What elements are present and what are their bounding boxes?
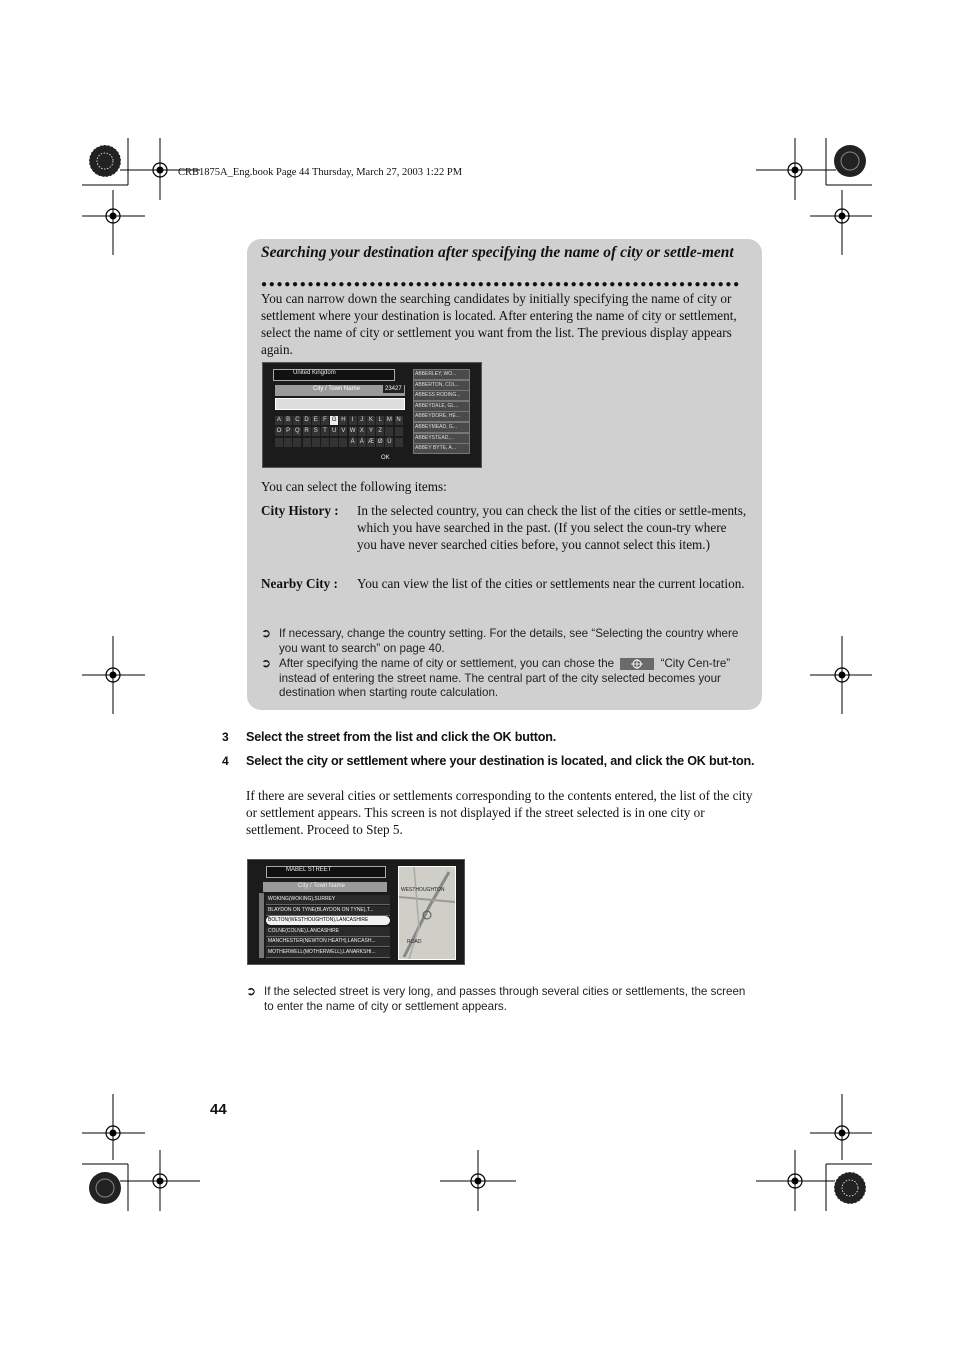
keyboard-key: J (358, 416, 366, 425)
keyboard-key: X (359, 428, 364, 434)
keyboard-key: Q (295, 428, 300, 434)
keyboard-key: F (321, 416, 329, 425)
note-city-centre-after: “City Cen-tre” instead of entering the street name. The central part of the city selected becomes your destination when starting route calculation. (279, 657, 731, 699)
keyboard-key: U (332, 428, 337, 434)
step-4-body: If there are several cities or settlements corresponding to the contents entered, the list of the city or settlement appears. This screen is not displayed if the street selected is in one city or settlement. Proceed to Step 5. (246, 788, 753, 837)
city-field-label: City / Town Name (313, 386, 360, 392)
keyboard-key (395, 438, 403, 447)
step-4-text: Select the city or settlement where your destination is located, and click the OK but-ton. (246, 754, 755, 768)
keyboard-key: Ä (350, 439, 355, 445)
keyboard-key: R (304, 428, 309, 434)
city-history-desc: In the selected country, you can check the list of the cities or settle-ments, which you have searched in the past. (If you select the coun-try where you have never searched cities before, you cannot select this item.) (357, 503, 747, 552)
keyboard-key (330, 438, 338, 447)
list-item: ABBEYDALE, GL... (413, 401, 470, 412)
list-item: BLAYDON ON TYNE(BLAYDON ON TYNE),T... (266, 906, 390, 916)
keyboard-key: Ü (387, 439, 392, 445)
step-3-text: Select the street from the list and click the OK button. (246, 730, 556, 744)
list-item: ABBEYDORE, HE... (413, 411, 470, 422)
keyboard-key (284, 438, 292, 447)
map-preview (398, 866, 456, 960)
city-history-term: City History : (261, 503, 339, 518)
ok-key: OK (381, 455, 390, 461)
keyboard-key: K (368, 417, 373, 423)
note-city-centre (279, 657, 753, 701)
city-list-screenshot (247, 859, 465, 965)
keyboard (275, 416, 405, 452)
keyboard-key: V (341, 428, 346, 434)
keyboard-key (385, 427, 393, 436)
intro-text: You can narrow down the searching candidates by initially specifying the name of city or settlement where your destination is located. After entering the name of city or settlement, select the name of city or settlement you want from the list. The previous display appears again. (261, 291, 737, 357)
page-number: 44 (210, 1101, 227, 1118)
keyboard-key: B (286, 417, 291, 423)
keyboard-key: P (286, 428, 291, 434)
keyboard-key (275, 438, 283, 447)
list-item: COLNE(COLNE),LANCASHIRE (266, 927, 390, 937)
keyboard-key: Ä (359, 439, 364, 445)
dotted-separator: ●●●●●●●●●●●●●●●●●●●●●●●●●●●●●●●●●●●●●●●●●●●●●●●●●●●●●●●●●●●●●● (261, 281, 741, 289)
note-arrow-icon: ➲ (246, 984, 257, 998)
keyboard-key (321, 438, 329, 447)
list-item: BOLTON(WESTHOUGHTON),LANCASHIRE (266, 916, 390, 925)
keyboard-key: A (276, 417, 281, 423)
print-header: CRB1875A_Eng.book Page 44 Thursday, March 27, 2003 1:22 PM (178, 167, 463, 178)
list-item: MOTHERWELL(MOTHERWELL),LANARKSHI... (266, 948, 390, 958)
note-arrow-icon: ➲ (261, 656, 272, 670)
list-item: ABBERTON, COL... (413, 380, 470, 391)
keyboard-key: O (276, 428, 282, 434)
keyboard-key (339, 438, 347, 447)
city-field-label: City / Town Name (298, 883, 345, 889)
step-3-number: 3 (222, 730, 229, 744)
keyboard-key: Z (376, 427, 384, 436)
list-item: ABBESS RODING... (413, 390, 470, 401)
keyboard-key: E (313, 417, 318, 423)
keyboard-key: M (386, 417, 392, 423)
keyboard-key: Ø (377, 439, 383, 445)
list-item: ABBEY BYTE, A... (413, 443, 470, 454)
keyboard-key (293, 438, 301, 447)
country-field: United Kingdom (293, 370, 336, 376)
keyboard-key: N (396, 417, 401, 423)
keyboard-key: D (304, 417, 309, 423)
keyboard-key: Æ (368, 439, 374, 445)
bottom-note: If the selected street is very long, and passes through several cities or settlements, the screen to enter the name of city or settlement appears. (264, 985, 746, 1013)
map-label-westhoughton: WESTHOUGHTON (401, 887, 445, 893)
list-item: ABBEYMEAD, G... (413, 422, 470, 433)
keyboard-key: I (349, 416, 357, 425)
candidate-count: 23427 (385, 386, 402, 392)
list-item: ABBEYSTEAD,... (413, 433, 470, 444)
note-city-centre-before: After specifying the name of city or settlement, you can chose the (279, 657, 615, 670)
keyboard-key: T (321, 427, 329, 436)
street-field: MABEL STREET (286, 867, 332, 873)
step-4-number: 4 (222, 754, 229, 768)
note-country-setting: If necessary, change the country setting. For the details, see “Selecting the country where you want to search” on page 40. (279, 627, 739, 655)
keyboard-key: S (313, 428, 318, 434)
keyboard-key: W (349, 428, 356, 434)
keyboard-key (395, 427, 403, 436)
keyboard-key: L (376, 416, 384, 425)
city-centre-button-icon (620, 658, 654, 670)
list-item: WOKING(WOKING),SURREY (266, 895, 390, 905)
keyboard-key (312, 438, 320, 447)
keyboard-key (303, 438, 311, 447)
map-label-road: ROAD (407, 939, 422, 945)
box-title: Searching your destination after specifying the name of city or settle-ment (261, 244, 734, 261)
keyboard-key: Y (368, 428, 373, 434)
nearby-city-term: Nearby City : (261, 576, 338, 591)
nearby-city-desc: You can view the list of the cities or settlements near the current location. (357, 576, 745, 591)
note-arrow-icon: ➲ (261, 626, 272, 640)
list-item: MANCHESTER(NEWTON HEATH),LANCASH... (266, 937, 390, 947)
city-name-entry-screenshot (262, 362, 482, 468)
keyboard-key: H (341, 417, 346, 423)
keyboard-key: C (295, 417, 300, 423)
select-items-label: You can select the following items: (261, 479, 447, 494)
list-item: ABBERLEY, WO... (413, 369, 470, 380)
keyboard-key: G (331, 417, 337, 423)
